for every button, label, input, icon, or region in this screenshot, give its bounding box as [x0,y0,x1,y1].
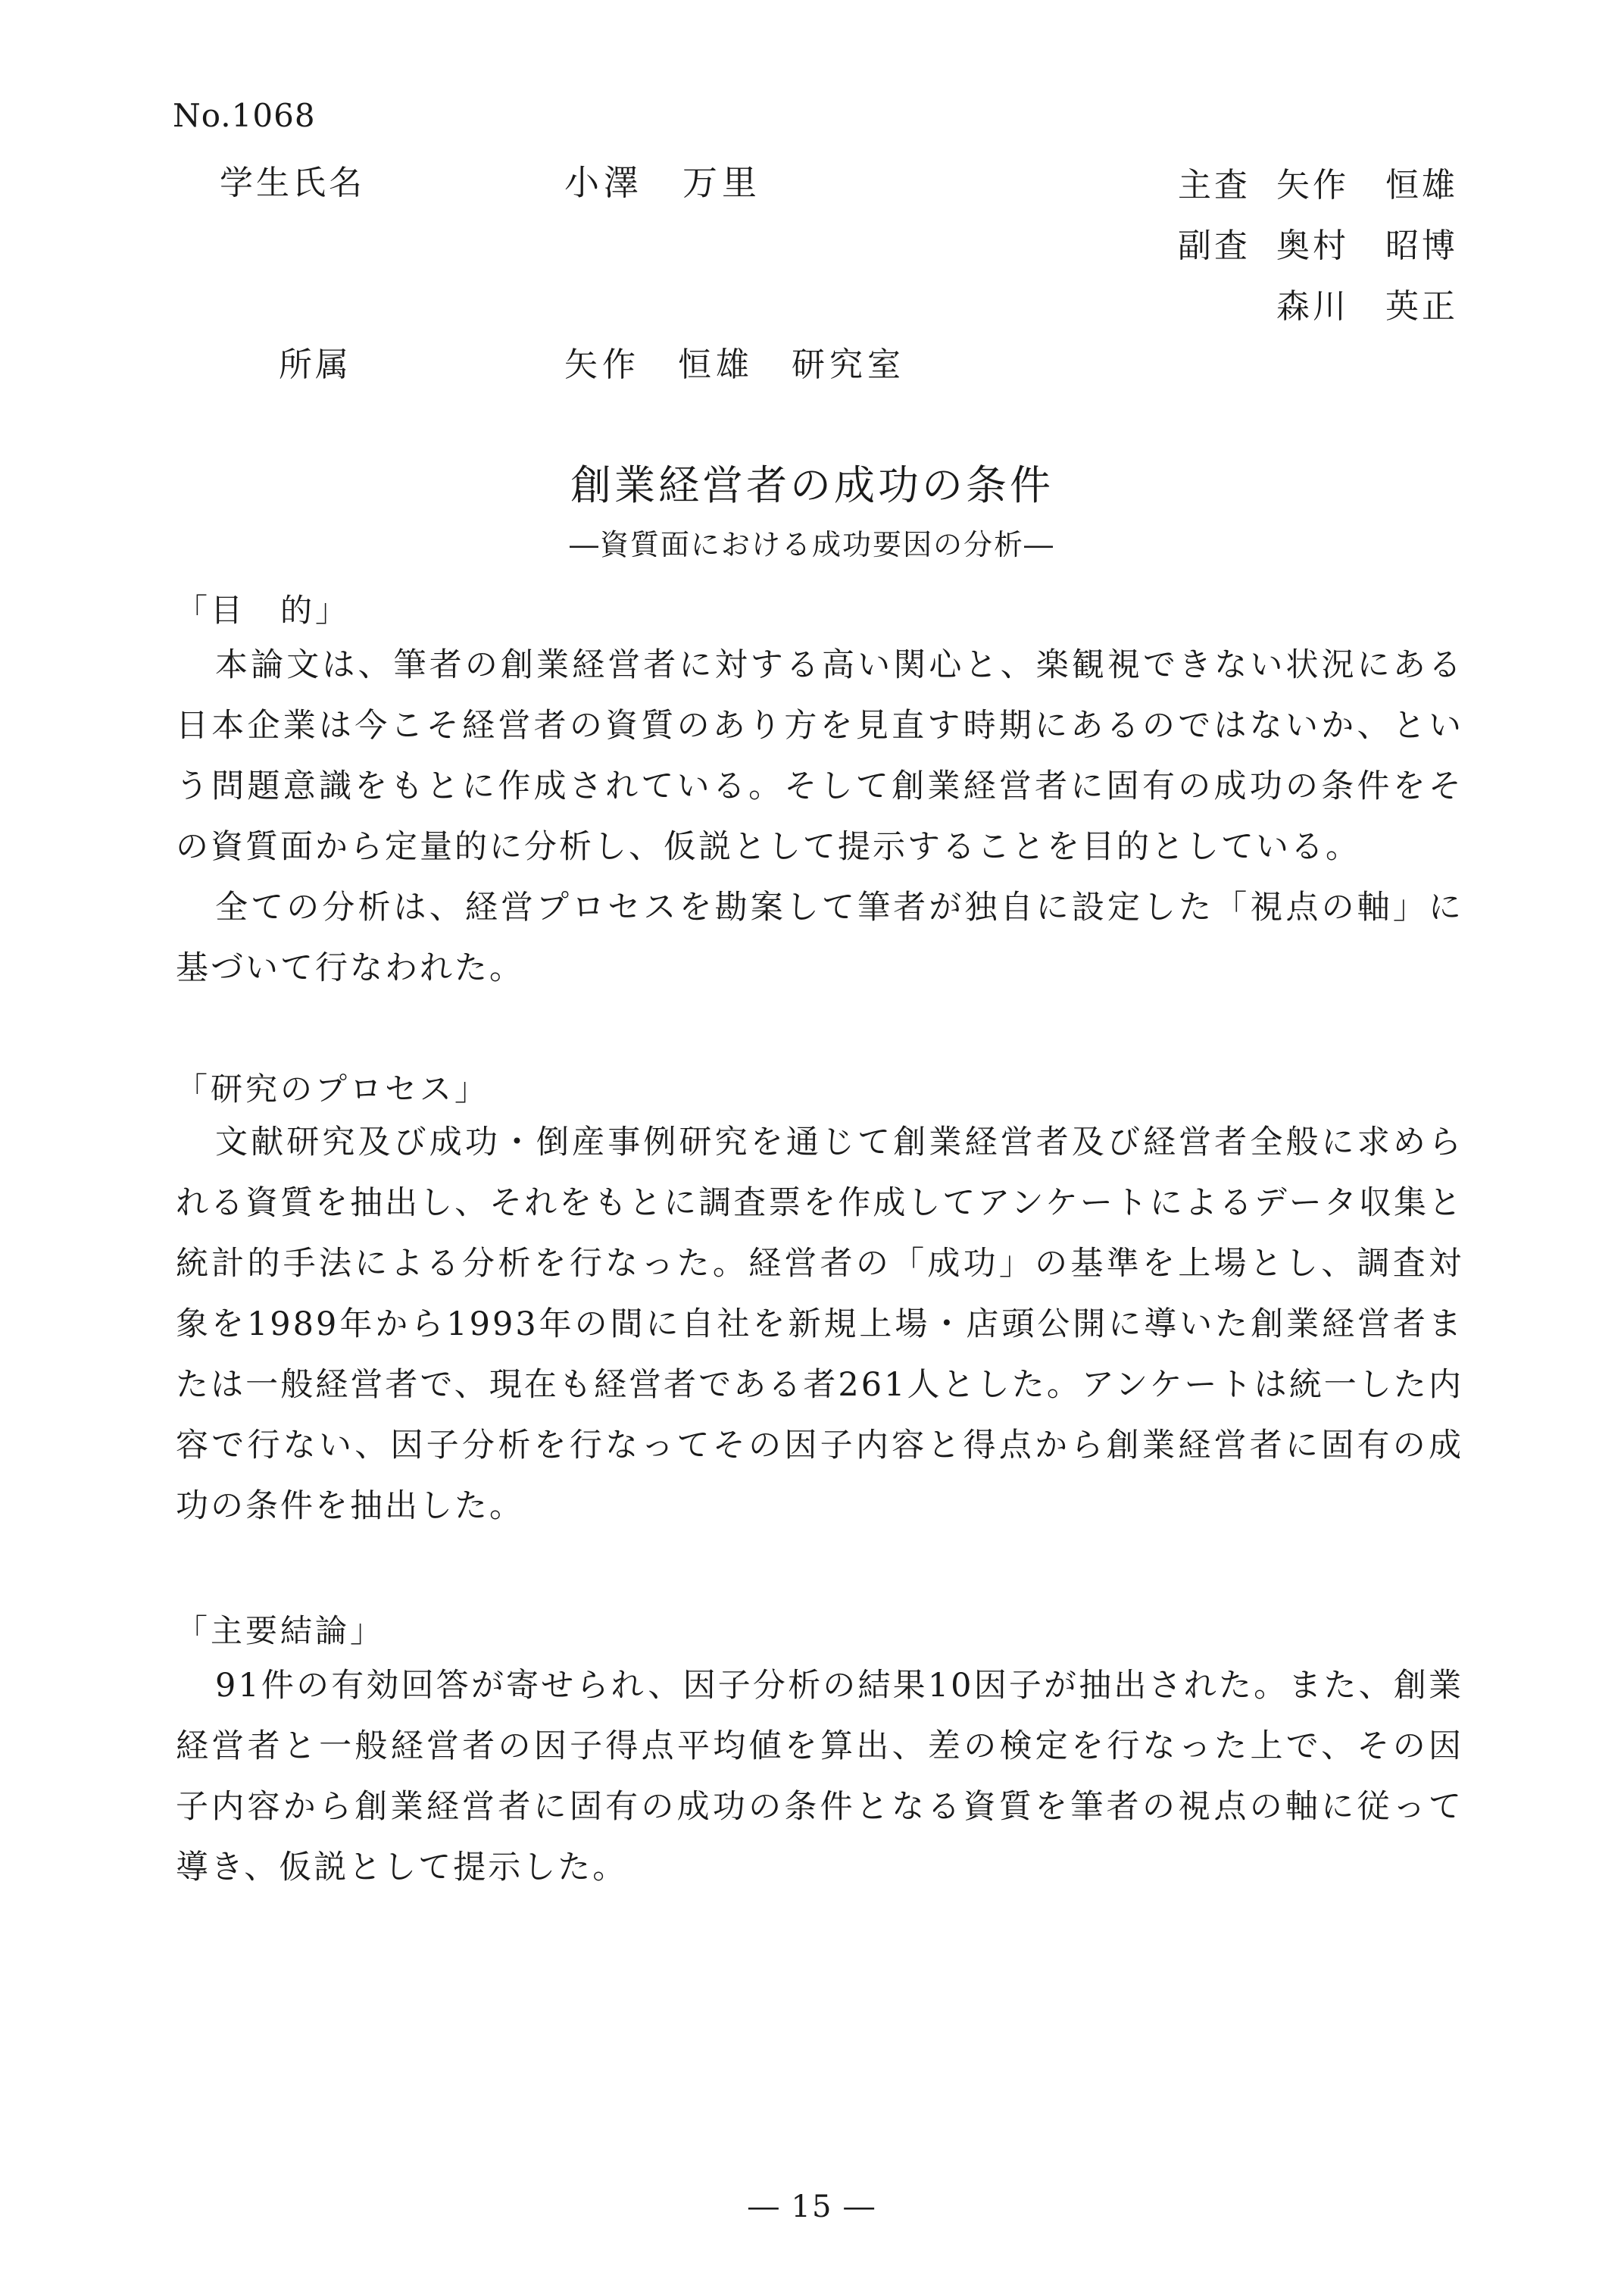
examiner-name: 森川 英正 [1276,287,1458,326]
examiner-row [1178,155,1458,216]
examiner-name: 奥村 昭博 [1276,227,1458,265]
examiner-row [1178,216,1458,277]
process-paragraph-1: 文献研究及び成功・倒産事例研究を通じて創業経営者及び経営者全般に求められる資質を抽出し、それをもとに調査票を作成してアンケートによるデータ収集と統計的手法による分析を行なった。経営者の「成功」の基準を上場とし、調査対象を1989年から1993年の間に自社を新規上場・店頭公開に導いた創業経営者または一般経営者で、現在も経営者である者261人とした。アンケートは統一した内容で行ない、因子分析を行なってその因子内容と得点から創業経営者に固有の成功の条件を抽出した。 [176,1124,1463,1525]
thesis-title: 創業経営者の成功の条件 [570,461,1054,509]
document-number: No.1068 [173,97,316,134]
affiliation-label: 所属 [279,345,351,384]
section-heading-process: 「研究のプロセス」 [176,1070,490,1108]
examiner-row [1178,277,1458,337]
affiliation-value: 矢作 恒雄 研究室 [564,345,905,384]
purpose-paragraph-2: 全ての分析は、経営プロセスを勘案して筆者が独自に設定した「視点の軸」に基づいて行なわれた。 [176,889,1463,987]
thesis-subtitle: ―資質面における成功要因の分析― [569,528,1054,561]
student-name: 小澤 万里 [564,162,761,203]
examiner-name: 矢作 恒雄 [1276,166,1458,205]
section-heading-purpose: 「目 的」 [176,592,351,629]
page-number: ― 15 ― [748,2189,876,2224]
examiner-role: 副査 [1178,227,1251,265]
student-name-label: 学生氏名 [220,164,365,202]
section-heading-conclusion: 「主要結論」 [176,1612,386,1649]
conclusion-paragraph-1: 91件の有効回答が寄せられ、因子分析の結果10因子が抽出された。また、創業経営者と一般経営者の因子得点平均値を算出、差の検定を行なった上で、その因子内容から創業経営者に固有の成功の条件となる資質を筆者の視点の軸に従って導き、仮説として提示した。 [176,1667,1463,1886]
examiner-role [1178,277,1261,337]
examiner-role: 主査 [1178,166,1251,205]
examiner-list [1178,155,1458,337]
purpose-paragraph-1: 本論文は、筆者の創業経営者に対する高い関心と、楽観視できない状況にある日本企業は今こそ経営者の資質のあり方を見直す時期にあるのではないか、という問題意識をもとに作成されている。そして創業経営者に固有の成功の条件をその資質面から定量的に分析し、仮説として提示することを目的としている。 [176,646,1463,866]
